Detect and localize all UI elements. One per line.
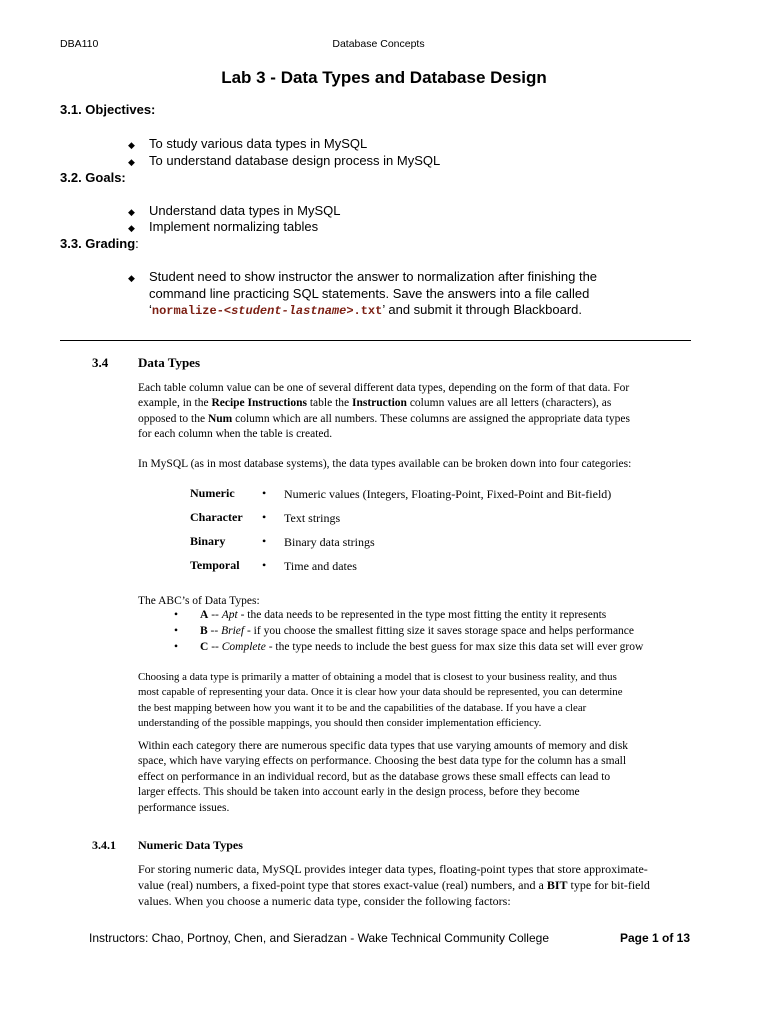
paragraph-choosing: Choosing a data type is primarily a matter of obtaining a model that is closest to your business reality, and thus most capable of representing your data. Once it is clear how your data should be represented, you can determine the best mapping between how you want it to be and the capabilities of the database. If you have a clear understanding of the possible mappings, you should then consider implementation efficiency.	[138, 671, 623, 729]
diamond-bullet-icon: ◆	[128, 157, 135, 167]
category-bullet: •	[262, 510, 267, 524]
paragraph-numeric: For storing numeric data, MySQL provides integer data types, floating-point types that store approximate- value (real) numbers, a fixed-point type that stores exact-value (real) numbers, and a BIT type for bit-field values. When you choose a numeric data type, consider the following factors:	[138, 862, 650, 908]
category-name: Binary	[190, 534, 226, 548]
section-number: 3.4	[92, 355, 109, 370]
goals-heading: 3.2. Goals:	[60, 170, 126, 185]
paragraph-performance: Within each category there are numerous specific data types that use varying amounts of memory and disk space, which have varying effects on performance. Choosing the best data type for the column has a small effect on performance in an individual record, but as the database grows these small effects can lead to larger effects. This should be taken into account early in the design process, before they become performance issues.	[138, 740, 629, 814]
section-divider	[60, 340, 691, 341]
footer-instructors: Instructors: Chao, Portnoy, Chen, and Sieradzan - Wake Technical Community College	[89, 931, 549, 945]
page-number: Page 1 of 13	[620, 931, 691, 945]
category-bullet: •	[262, 534, 267, 548]
category-desc: Numeric values (Integers, Floating-Point, Fixed-Point and Bit-field)	[284, 487, 612, 501]
grading-heading: 3.3. Grading:	[60, 236, 139, 251]
paragraph-intro: Each table column value can be one of several different data types, depending on the form of that data. For example, in the Recipe Instructions table the Instruction column values are all letters (characters), as opposed to the Num column which are all numbers. These columns are assigned the appropriate data types for each column when the table is created.	[138, 382, 630, 441]
grading-filename-line: ‘normalize-<student-lastname>.txt’ and submit it through Blackboard.	[149, 302, 583, 318]
category-name: Numeric	[190, 486, 235, 500]
subsection-number: 3.4.1	[92, 838, 116, 852]
diamond-bullet-icon: ◆	[128, 207, 135, 217]
header-course-title: Database Concepts	[332, 38, 425, 50]
category-bullet: •	[262, 558, 267, 572]
header-course-code: DBA110	[60, 38, 99, 50]
bullet-icon: •	[174, 609, 179, 621]
paragraph-categories-intro: In MySQL (as in most database systems), the data types available can be broken down into four categories:	[138, 458, 632, 470]
abc-intro: The ABC’s of Data Types:	[138, 595, 260, 607]
subsection-heading: Numeric Data Types	[138, 838, 243, 852]
category-name: Temporal	[190, 558, 240, 572]
category-desc: Binary data strings	[284, 535, 375, 549]
bullet-icon: •	[174, 641, 179, 653]
diamond-bullet-icon: ◆	[128, 223, 135, 233]
section-heading: Data Types	[138, 355, 200, 370]
objectives-heading: 3.1. Objectives:	[60, 102, 156, 117]
bullet-icon: •	[174, 625, 179, 637]
category-desc: Time and dates	[284, 559, 357, 573]
page-title: Lab 3 - Data Types and Database Design	[221, 68, 547, 87]
diamond-bullet-icon: ◆	[128, 273, 135, 283]
category-bullet: •	[262, 486, 267, 500]
category-name: Character	[190, 510, 243, 524]
category-desc: Text strings	[284, 511, 341, 525]
diamond-bullet-icon: ◆	[128, 140, 135, 150]
